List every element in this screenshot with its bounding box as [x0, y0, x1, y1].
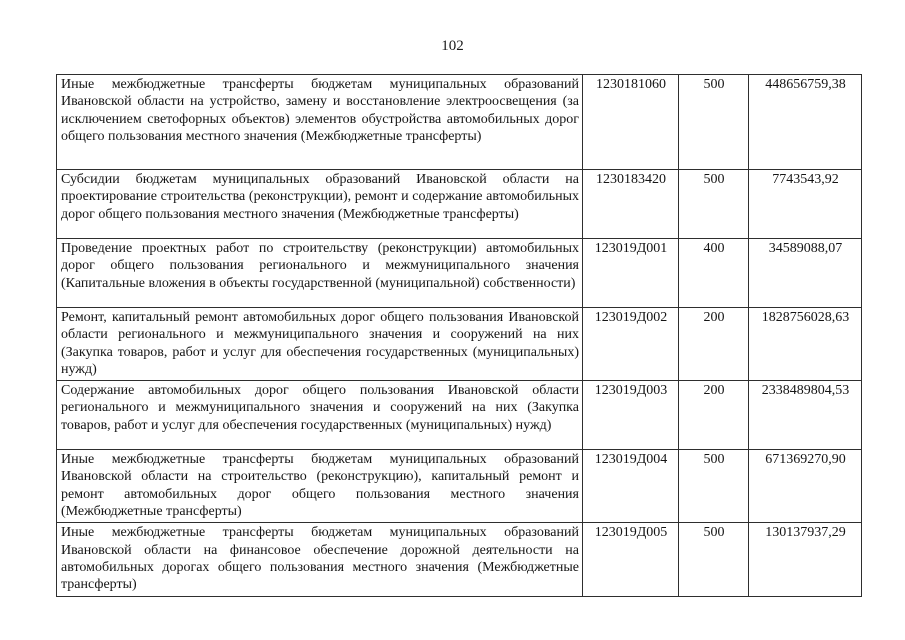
row-amount: 448656759,38	[749, 75, 862, 170]
row-target-code: 123019Д004	[583, 450, 679, 523]
row-amount: 1828756028,63	[749, 308, 862, 381]
row-expense-type-code: 500	[679, 75, 749, 170]
table-row	[57, 75, 862, 170]
budget-table-body	[57, 75, 862, 597]
row-target-code: 1230181060	[583, 75, 679, 170]
table-row	[57, 450, 862, 523]
row-description: Субсидии бюджетам муниципальных образований Ивановской области на проектирование строительства (реконструкции), ремонт и содержание автомобильных дорог общего пользования местного значения (Межбюджетные трансферты)	[57, 170, 583, 239]
page-number: 102	[441, 38, 464, 54]
row-target-code: 123019Д005	[583, 523, 679, 596]
row-target-code: 123019Д001	[583, 239, 679, 308]
table-row	[57, 381, 862, 450]
row-amount: 34589088,07	[749, 239, 862, 308]
row-amount: 671369270,90	[749, 450, 862, 523]
table-row	[57, 170, 862, 239]
row-expense-type-code: 500	[679, 450, 749, 523]
row-amount: 7743543,92	[749, 170, 862, 239]
row-expense-type-code: 400	[679, 239, 749, 308]
row-target-code: 1230183420	[583, 170, 679, 239]
row-description: Иные межбюджетные трансферты бюджетам муниципальных образований Ивановской области на финансовое обеспечение дорожной деятельности на автомобильных дорогах общего пользования местного значения (Межбюджетные трансферты)	[57, 523, 583, 596]
budget-table	[56, 74, 862, 597]
row-description: Иные межбюджетные трансферты бюджетам муниципальных образований Ивановской области на устройство, замену и восстановление электроосвещения (за исключением светофорных объектов) элементов обустройства автомобильных дорог общего пользования местного значения (Межбюджетные трансферты)	[57, 75, 583, 170]
row-description: Ремонт, капитальный ремонт автомобильных дорог общего пользования Ивановской области регионального и межмуниципального значения и сооружений на них (Закупка товаров, работ и услуг для обеспечения государственных (муниципальных) нужд)	[57, 308, 583, 381]
row-expense-type-code: 500	[679, 170, 749, 239]
row-description: Содержание автомобильных дорог общего пользования Ивановской области регионального и межмуниципального значения и сооружений на них (Закупка товаров, работ и услуг для обеспечения государственных (муниципальных) нужд)	[57, 381, 583, 450]
table-row	[57, 308, 862, 381]
row-target-code: 123019Д003	[583, 381, 679, 450]
table-row	[57, 523, 862, 596]
row-expense-type-code: 200	[679, 308, 749, 381]
row-target-code: 123019Д002	[583, 308, 679, 381]
row-expense-type-code: 500	[679, 523, 749, 596]
row-description: Проведение проектных работ по строительству (реконструкции) автомобильных дорог общего пользования регионального и межмуниципального значения (Капитальные вложения в объекты государственной (муниципальной) собственности)	[57, 239, 583, 308]
row-description: Иные межбюджетные трансферты бюджетам муниципальных образований Ивановской области на строительство (реконструкцию), капитальный ремонт и ремонт автомобильных дорог общего пользования местного значения (Межбюджетные трансферты)	[57, 450, 583, 523]
row-expense-type-code: 200	[679, 381, 749, 450]
row-amount: 130137937,29	[749, 523, 862, 596]
row-amount: 2338489804,53	[749, 381, 862, 450]
table-row	[57, 239, 862, 308]
